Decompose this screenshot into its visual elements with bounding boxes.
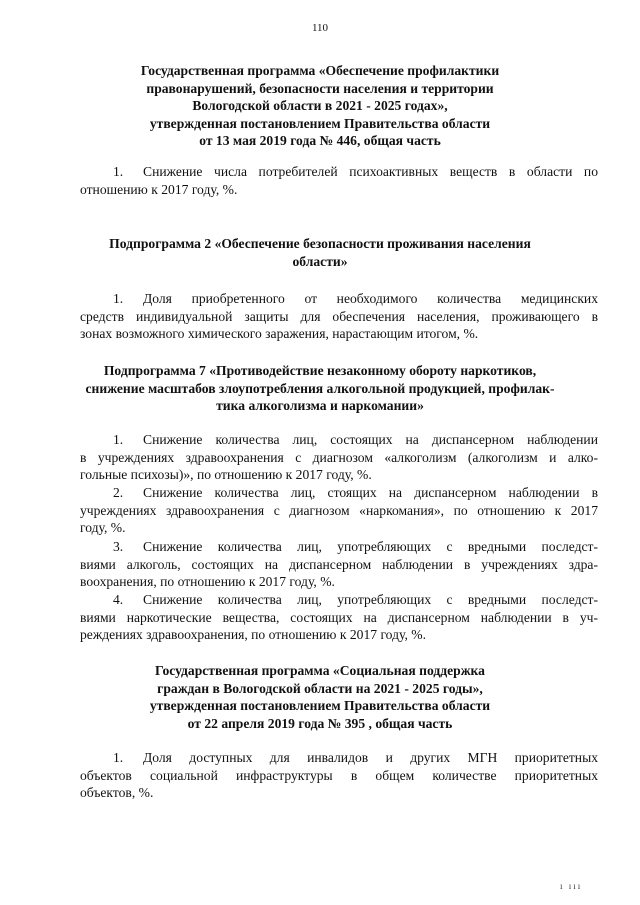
heading-line: Государственная программа «Обеспечение профилактики xyxy=(140,63,500,78)
item-line: объектов социальной инфраструктуры в общем количестве приоритетных xyxy=(80,767,598,783)
heading-line: граждан в Вологодской области на 2021 - 2025 годы», xyxy=(157,680,483,696)
heading-line: Вологодской области в 2021 - 2025 годах», xyxy=(192,98,448,113)
item-line xyxy=(80,591,598,609)
item-line xyxy=(80,749,598,767)
item-line: отношению к 2017 году, %. xyxy=(80,181,238,197)
item-line: объектов, %. xyxy=(80,785,154,800)
item-line: зонах возможного химического заражения, нарастающим итогом, %. xyxy=(80,326,479,341)
heading-line: от 22 апреля 2019 года № 395 , общая часть xyxy=(187,715,453,731)
item-line xyxy=(80,484,598,502)
heading-line: правонарушений, безопасности населения и территории xyxy=(146,80,494,96)
item-number: 1. xyxy=(113,291,124,306)
heading-line: утвержденная постановлением Правительства области xyxy=(149,698,491,713)
item-number: 1. xyxy=(113,432,124,447)
list-item xyxy=(80,290,598,343)
item-line: году, %. xyxy=(80,520,126,535)
item-line: гольные психозы)», по отношению к 2017 году, %. xyxy=(80,467,372,482)
section-heading xyxy=(0,362,640,415)
item-text: Снижение количества лиц, употребляющих с вредными последст- xyxy=(143,539,598,554)
list-item xyxy=(80,749,598,802)
item-line: воохранения, по отношению к 2017 году, %. xyxy=(80,574,335,589)
list-item xyxy=(80,163,598,198)
heading-line: Государственная программа «Социальная поддержка xyxy=(155,663,485,678)
item-line xyxy=(80,290,598,308)
heading-line: утвержденная постановлением Правительства области xyxy=(149,115,491,131)
item-text: Снижение количества лиц, стоящих на диспансерном наблюдении в xyxy=(143,485,598,500)
page-number: 110 xyxy=(311,22,329,34)
item-line: реждениях здравоохранения, по отношению к 2017 году, %. xyxy=(80,627,426,642)
heading-line: снижение масштабов злоупотребления алкогольной продукцией, профилак- xyxy=(85,380,555,396)
item-line xyxy=(80,431,598,449)
list-item xyxy=(80,431,598,484)
section-heading xyxy=(0,62,640,150)
heading-line: тика алкоголизма и наркомании» xyxy=(216,398,424,413)
section-heading xyxy=(0,235,640,270)
item-line xyxy=(80,538,598,556)
heading-line: от 13 мая 2019 года № 446, общая часть xyxy=(199,133,441,148)
item-line xyxy=(80,163,598,181)
section-heading xyxy=(0,662,640,732)
item-number: 2. xyxy=(113,485,124,500)
heading-line: Подпрограмма 2 «Обеспечение безопасности проживания населения xyxy=(109,236,531,251)
footer-mark: ı ııı xyxy=(560,881,583,891)
item-line: виями алкоголь, состоящих на диспансерном наблюдении в учреждениях здра- xyxy=(80,556,598,572)
item-number: 1. xyxy=(113,750,124,765)
item-line: в учреждениях здравоохранения с диагнозом «алкоголизм (алкоголизм и алко- xyxy=(80,449,598,465)
item-text: Снижение количества лиц, употребляющих с вредными последст- xyxy=(143,592,598,607)
item-line: средств индивидуальной защиты для обеспечения населения, проживающего в xyxy=(80,308,598,324)
item-number: 4. xyxy=(113,592,124,607)
list-item xyxy=(80,591,598,644)
list-item xyxy=(80,484,598,537)
item-text: Доля доступных для инвалидов и других МГН приоритетных xyxy=(143,750,598,765)
list-item xyxy=(80,538,598,591)
item-text: Снижение количества лиц, состоящих на диспансерном наблюдении xyxy=(143,432,598,447)
heading-line: Подпрограмма 7 «Противодействие незаконному обороту наркотиков, xyxy=(103,363,537,378)
item-number: 3. xyxy=(113,539,124,554)
item-text: Снижение числа потребителей психоактивных веществ в области по xyxy=(143,164,598,179)
item-number: 1. xyxy=(113,164,124,179)
item-line: учреждениях здравоохранения с диагнозом «наркомания», по отношению к 2017 xyxy=(80,502,598,518)
item-line: виями наркотические вещества, состоящих на диспансерном наблюдении в уч- xyxy=(80,609,598,625)
item-text: Доля приобретенного от необходимого количества медицинских xyxy=(143,291,598,306)
heading-line: области» xyxy=(292,253,348,269)
